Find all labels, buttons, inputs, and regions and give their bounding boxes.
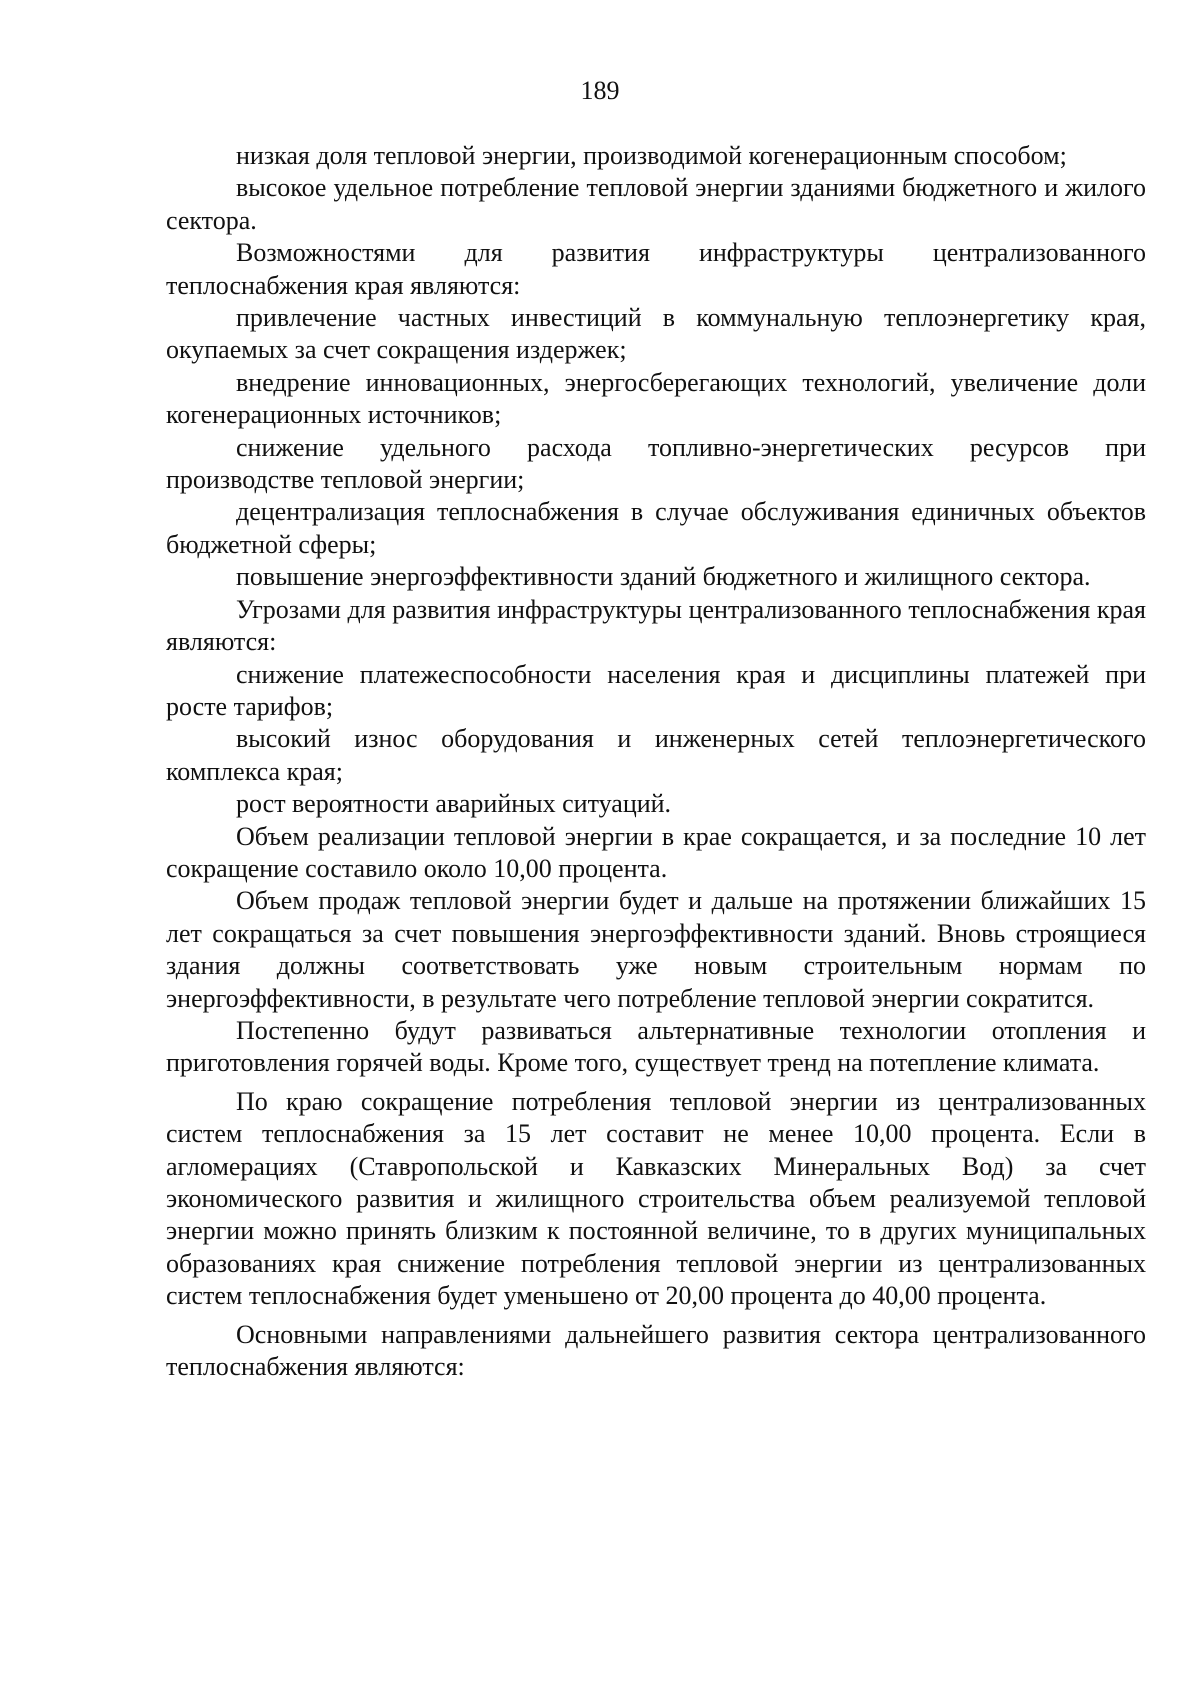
paragraph: Основными направлениями дальнейшего развития сектора централизованного теплоснабжения являются:: [166, 1319, 1146, 1382]
paragraph: Угрозами для развития инфраструктуры централизованного теплоснабжения края являются:: [166, 594, 1146, 657]
paragraph: Объем реализации тепловой энергии в крае сокращается, и за последние 10 лет сокращение составило около 10,00 процента.: [166, 821, 1146, 883]
paragraph: рост вероятности аварийных ситуаций.: [236, 789, 672, 819]
paragraph: Постепенно будут развиваться альтернативные технологии отопления и приготовления горячей воды. Кроме того, существует тренд на потепление климата.: [166, 1015, 1146, 1078]
paragraph: высокое удельное потребление тепловой энергии зданиями бюджетного и жилого сектора.: [166, 173, 1146, 235]
paragraph: привлечение частных инвестиций в коммунальную теплоэнергетику края, окупаемых за счет сокращения издержек;: [166, 303, 1146, 365]
page-body: [166, 140, 1146, 1383]
paragraph: Возможностями для развития инфраструктуры централизованного теплоснабжения края являются:: [166, 238, 1146, 300]
paragraph: низкая доля тепловой энергии, производимой когенерационным способом;: [236, 141, 1067, 170]
paragraph: По краю сокращение потребления тепловой энергии из централизованных систем теплоснабжения за 15 лет составит не менее 10,00 процента. Если в агломерациях (Ставропольской и Кавказских Минеральных Вод) за счет экономического развития и жилищного строительства объем реализуемой тепловой энергии можно принять близким к постоянной величине, то в других муниципальных образованиях края снижение потребления тепловой энергии из централизованных систем теплоснабжения будет уменьшено от 20,00 процента до 40,00 процента.: [166, 1086, 1146, 1311]
paragraph: Объем продаж тепловой энергии будет и дальше на протяжении ближайших 15 лет сокращаться за счет повышения энергоэффективности зданий. Вновь строящиеся здания должны соответствовать уже новым строительным нормам по энергоэффективности, в результате чего потребление тепловой энергии сократится.: [166, 886, 1146, 1013]
paragraph: повышение энергоэффективности зданий бюджетного и жилищного сектора.: [236, 562, 1091, 592]
paragraph: снижение платежеспособности населения края и дисциплины платежей при росте тарифов;: [166, 659, 1146, 721]
paragraph: децентрализация теплоснабжения в случае обслуживания единичных объектов бюджетной сферы;: [166, 497, 1146, 559]
page-number: 189: [580, 76, 620, 105]
paragraph: снижение удельного расхода топливно-энергетических ресурсов при производстве тепловой энергии;: [166, 432, 1146, 495]
paragraph: внедрение инновационных, энергосберегающих технологий, увеличение доли когенерационных источников;: [166, 367, 1146, 430]
paragraph: высокий износ оборудования и инженерных сетей теплоэнергетического комплекса края;: [166, 724, 1146, 786]
